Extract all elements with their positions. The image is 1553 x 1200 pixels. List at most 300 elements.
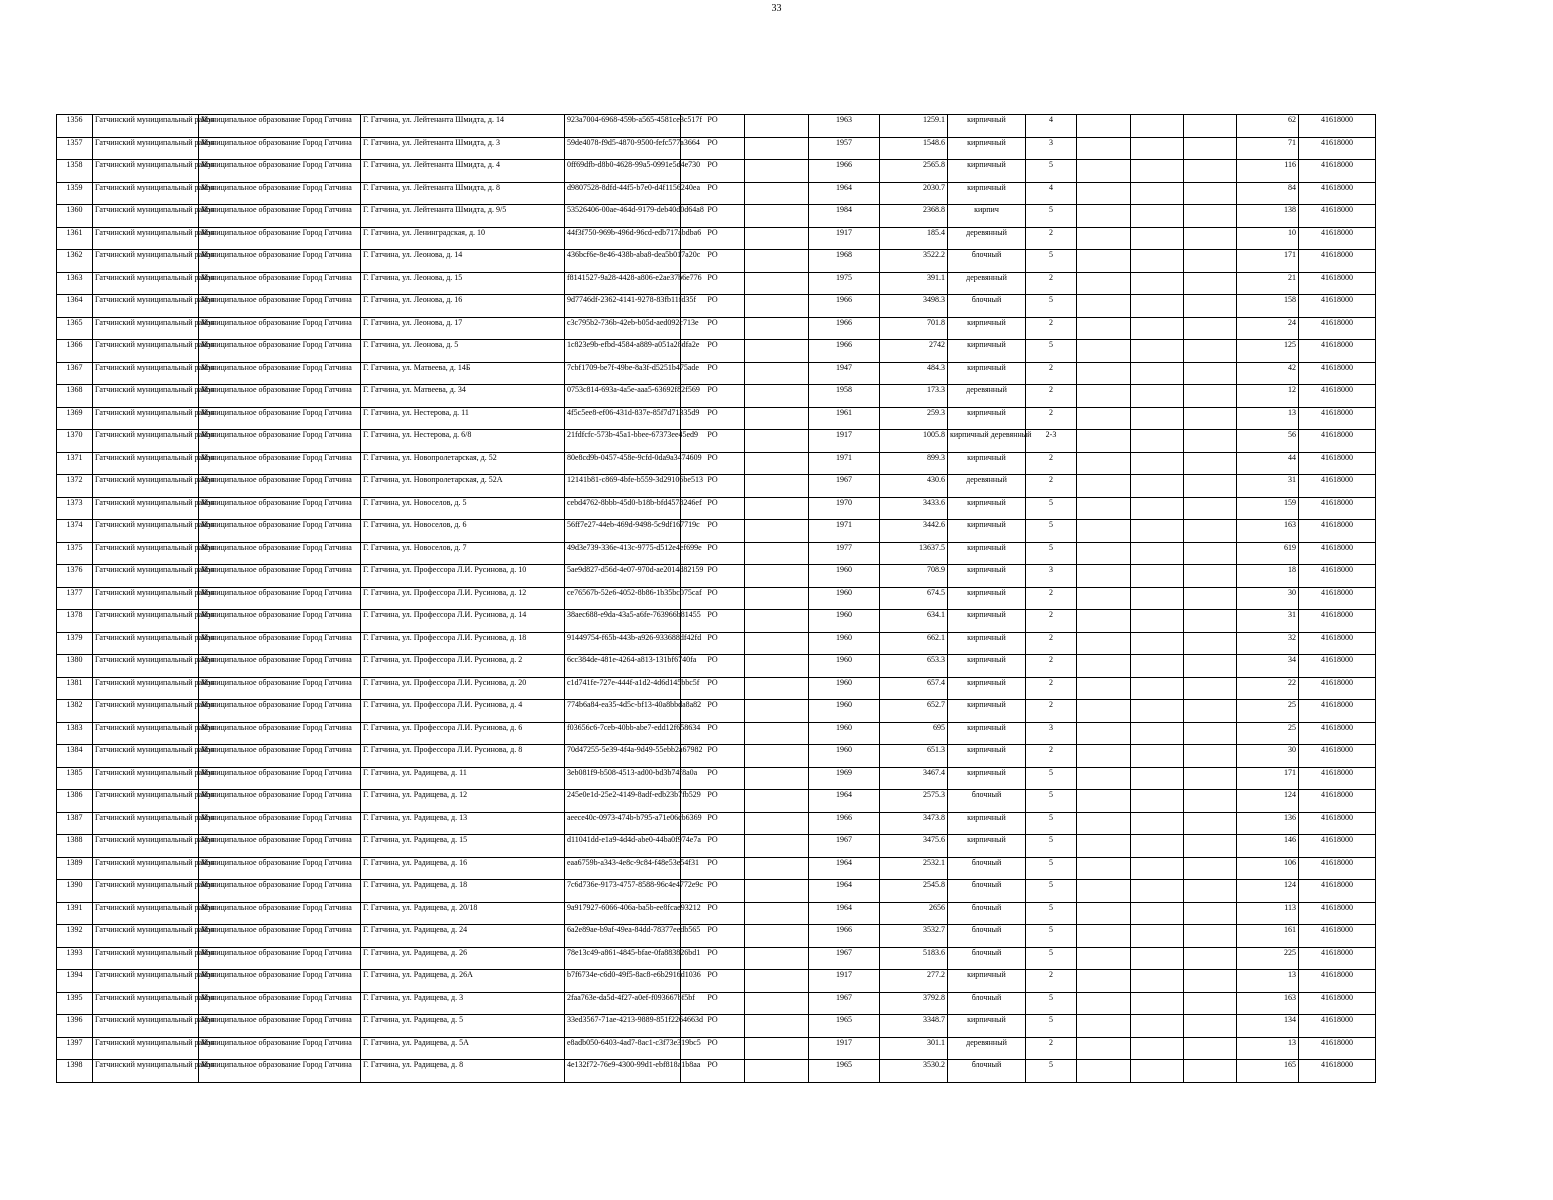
material-cell: кирпичный bbox=[948, 835, 1026, 858]
empty-cell bbox=[745, 677, 809, 700]
residents-cell: 34 bbox=[1237, 655, 1299, 678]
municipality-cell: Муниципальное образование Город Гатчина bbox=[199, 295, 361, 318]
empty-cell bbox=[1184, 700, 1237, 723]
empty-cell bbox=[745, 902, 809, 925]
year-cell: 1963 bbox=[809, 115, 880, 138]
district-cell: Гатчинский муниципальный район bbox=[93, 745, 199, 768]
area-cell: 2742 bbox=[880, 340, 948, 363]
residents-cell: 13 bbox=[1237, 407, 1299, 430]
oktmo-cell: 41618000 bbox=[1299, 587, 1376, 610]
empty-cell bbox=[1077, 880, 1131, 903]
row-number: 1385 bbox=[57, 767, 93, 790]
area-cell: 3498.3 bbox=[880, 295, 948, 318]
residents-cell: 25 bbox=[1237, 722, 1299, 745]
empty-cell bbox=[1077, 745, 1131, 768]
municipality-cell: Муниципальное образование Город Гатчина bbox=[199, 790, 361, 813]
empty-cell bbox=[745, 115, 809, 138]
floors-cell: 2 bbox=[1026, 745, 1077, 768]
floors-cell: 5 bbox=[1026, 1015, 1077, 1038]
empty-cell bbox=[1077, 182, 1131, 205]
floors-cell: 2 bbox=[1026, 587, 1077, 610]
material-cell: кирпичный bbox=[948, 362, 1026, 385]
empty-cell bbox=[745, 992, 809, 1015]
empty-cell bbox=[1077, 542, 1131, 565]
address-cell: Г. Гатчина, ул. Радищева, д. 20/18 bbox=[361, 902, 565, 925]
residents-cell: 31 bbox=[1237, 610, 1299, 633]
area-cell: 2545.8 bbox=[880, 880, 948, 903]
empty-cell bbox=[1184, 385, 1237, 408]
municipality-cell: Муниципальное образование Город Гатчина bbox=[199, 430, 361, 453]
empty-cell bbox=[1131, 565, 1184, 588]
table-row bbox=[57, 205, 1376, 228]
empty-cell bbox=[1184, 632, 1237, 655]
table-row bbox=[57, 497, 1376, 520]
type-cell: РО bbox=[681, 677, 745, 700]
empty-cell bbox=[1131, 475, 1184, 498]
guid-cell: 7cbf1709-be7f-49be-8a3f-d5251b475ade bbox=[565, 362, 681, 385]
residents-cell: 134 bbox=[1237, 1015, 1299, 1038]
empty-cell bbox=[1131, 295, 1184, 318]
district-cell: Гатчинский муниципальный район bbox=[93, 520, 199, 543]
row-number: 1389 bbox=[57, 857, 93, 880]
type-cell: РО bbox=[681, 857, 745, 880]
year-cell: 1966 bbox=[809, 295, 880, 318]
area-cell: 653.3 bbox=[880, 655, 948, 678]
guid-cell: 59de4078-f9d5-4870-9500-fefc577a3664 bbox=[565, 137, 681, 160]
residents-cell: 116 bbox=[1237, 160, 1299, 183]
table-row bbox=[57, 722, 1376, 745]
table-row bbox=[57, 565, 1376, 588]
table-row bbox=[57, 272, 1376, 295]
table-row bbox=[57, 790, 1376, 813]
floors-cell: 2 bbox=[1026, 632, 1077, 655]
empty-cell bbox=[1184, 970, 1237, 993]
empty-cell bbox=[1131, 722, 1184, 745]
address-cell: Г. Гатчина, ул. Профессора Л.И. Русинова, д. 20 bbox=[361, 677, 565, 700]
empty-cell bbox=[1077, 475, 1131, 498]
row-number: 1398 bbox=[57, 1060, 93, 1083]
district-cell: Гатчинский муниципальный район bbox=[93, 1037, 199, 1060]
empty-cell bbox=[745, 835, 809, 858]
empty-cell bbox=[1131, 880, 1184, 903]
material-cell: блочный bbox=[948, 1060, 1026, 1083]
district-cell: Гатчинский муниципальный район bbox=[93, 632, 199, 655]
district-cell: Гатчинский муниципальный район bbox=[93, 317, 199, 340]
empty-cell bbox=[745, 250, 809, 273]
residents-cell: 163 bbox=[1237, 992, 1299, 1015]
floors-cell: 5 bbox=[1026, 542, 1077, 565]
material-cell: кирпичный bbox=[948, 812, 1026, 835]
empty-cell bbox=[745, 1060, 809, 1083]
municipality-cell: Муниципальное образование Город Гатчина bbox=[199, 250, 361, 273]
empty-cell bbox=[1077, 722, 1131, 745]
empty-cell bbox=[1131, 925, 1184, 948]
material-cell: кирпичный bbox=[948, 655, 1026, 678]
empty-cell bbox=[1077, 632, 1131, 655]
row-number: 1378 bbox=[57, 610, 93, 633]
residents-cell: 42 bbox=[1237, 362, 1299, 385]
district-cell: Гатчинский муниципальный район bbox=[93, 452, 199, 475]
type-cell: РО bbox=[681, 632, 745, 655]
row-number: 1370 bbox=[57, 430, 93, 453]
area-cell: 484.3 bbox=[880, 362, 948, 385]
empty-cell bbox=[1077, 992, 1131, 1015]
district-cell: Гатчинский муниципальный район bbox=[93, 790, 199, 813]
oktmo-cell: 41618000 bbox=[1299, 1015, 1376, 1038]
type-cell: РО bbox=[681, 497, 745, 520]
area-cell: 899.3 bbox=[880, 452, 948, 475]
row-number: 1390 bbox=[57, 880, 93, 903]
district-cell: Гатчинский муниципальный район bbox=[93, 1060, 199, 1083]
address-cell: Г. Гатчина, ул. Профессора Л.И. Русинова, д. 6 bbox=[361, 722, 565, 745]
material-cell: блочный bbox=[948, 992, 1026, 1015]
table-row bbox=[57, 362, 1376, 385]
area-cell: 2030.7 bbox=[880, 182, 948, 205]
municipality-cell: Муниципальное образование Город Гатчина bbox=[199, 227, 361, 250]
area-cell: 1548.6 bbox=[880, 137, 948, 160]
row-number: 1360 bbox=[57, 205, 93, 228]
address-cell: Г. Гатчина, ул. Радищева, д. 16 bbox=[361, 857, 565, 880]
year-cell: 1961 bbox=[809, 407, 880, 430]
empty-cell bbox=[1184, 542, 1237, 565]
guid-cell: c1d741fe-727e-444f-a1d2-4d6d145bbc5f bbox=[565, 677, 681, 700]
guid-cell: 9a917927-6066-406a-ba5b-ee8fcae93212 bbox=[565, 902, 681, 925]
empty-cell bbox=[1184, 722, 1237, 745]
district-cell: Гатчинский муниципальный район bbox=[93, 160, 199, 183]
empty-cell bbox=[745, 970, 809, 993]
area-cell: 13637.5 bbox=[880, 542, 948, 565]
empty-cell bbox=[1077, 925, 1131, 948]
address-cell: Г. Гатчина, ул. Лейтенанта Шмидта, д. 14 bbox=[361, 115, 565, 138]
floors-cell: 5 bbox=[1026, 857, 1077, 880]
floors-cell: 2 bbox=[1026, 475, 1077, 498]
empty-cell bbox=[1131, 767, 1184, 790]
residents-cell: 71 bbox=[1237, 137, 1299, 160]
empty-cell bbox=[1077, 317, 1131, 340]
empty-cell bbox=[1184, 947, 1237, 970]
empty-cell bbox=[745, 587, 809, 610]
row-number: 1364 bbox=[57, 295, 93, 318]
empty-cell bbox=[1077, 587, 1131, 610]
residents-cell: 44 bbox=[1237, 452, 1299, 475]
empty-cell bbox=[1077, 272, 1131, 295]
oktmo-cell: 41618000 bbox=[1299, 970, 1376, 993]
guid-cell: 21fdfcfc-573b-45a1-bbee-67373ee45ed9 bbox=[565, 430, 681, 453]
oktmo-cell: 41618000 bbox=[1299, 407, 1376, 430]
material-cell: деревянный bbox=[948, 227, 1026, 250]
empty-cell bbox=[1184, 812, 1237, 835]
year-cell: 1968 bbox=[809, 250, 880, 273]
residents-cell: 171 bbox=[1237, 767, 1299, 790]
type-cell: РО bbox=[681, 745, 745, 768]
year-cell: 1960 bbox=[809, 700, 880, 723]
area-cell: 2565.8 bbox=[880, 160, 948, 183]
residents-cell: 30 bbox=[1237, 587, 1299, 610]
oktmo-cell: 41618000 bbox=[1299, 1037, 1376, 1060]
year-cell: 1967 bbox=[809, 835, 880, 858]
row-number: 1391 bbox=[57, 902, 93, 925]
district-cell: Гатчинский муниципальный район bbox=[93, 992, 199, 1015]
type-cell: РО bbox=[681, 587, 745, 610]
area-cell: 173.3 bbox=[880, 385, 948, 408]
area-cell: 634.1 bbox=[880, 610, 948, 633]
municipality-cell: Муниципальное образование Город Гатчина bbox=[199, 317, 361, 340]
empty-cell bbox=[1184, 1037, 1237, 1060]
material-cell: кирпичный bbox=[948, 700, 1026, 723]
address-cell: Г. Гатчина, ул. Радищева, д. 13 bbox=[361, 812, 565, 835]
guid-cell: f03656c6-7ceb-40bb-abe7-edd12f658634 bbox=[565, 722, 681, 745]
area-cell: 651.3 bbox=[880, 745, 948, 768]
guid-cell: 91449754-f65b-443b-a926-933688df42fd bbox=[565, 632, 681, 655]
area-cell: 301.1 bbox=[880, 1037, 948, 1060]
empty-cell bbox=[1131, 857, 1184, 880]
district-cell: Гатчинский муниципальный район bbox=[93, 250, 199, 273]
table-row bbox=[57, 880, 1376, 903]
municipality-cell: Муниципальное образование Город Гатчина bbox=[199, 340, 361, 363]
residents-cell: 13 bbox=[1237, 970, 1299, 993]
row-number: 1371 bbox=[57, 452, 93, 475]
residents-cell: 165 bbox=[1237, 1060, 1299, 1083]
type-cell: РО bbox=[681, 700, 745, 723]
row-number: 1374 bbox=[57, 520, 93, 543]
oktmo-cell: 41618000 bbox=[1299, 632, 1376, 655]
year-cell: 1958 bbox=[809, 385, 880, 408]
floors-cell: 5 bbox=[1026, 925, 1077, 948]
empty-cell bbox=[745, 632, 809, 655]
empty-cell bbox=[1131, 385, 1184, 408]
empty-cell bbox=[745, 655, 809, 678]
empty-cell bbox=[1077, 1015, 1131, 1038]
year-cell: 1960 bbox=[809, 655, 880, 678]
guid-cell: 2faa763e-da5d-4f27-a0ef-f093667bf5bf bbox=[565, 992, 681, 1015]
municipality-cell: Муниципальное образование Город Гатчина bbox=[199, 407, 361, 430]
year-cell: 1964 bbox=[809, 182, 880, 205]
type-cell: РО bbox=[681, 992, 745, 1015]
empty-cell bbox=[1184, 182, 1237, 205]
material-cell: блочный bbox=[948, 857, 1026, 880]
empty-cell bbox=[1184, 160, 1237, 183]
floors-cell: 5 bbox=[1026, 767, 1077, 790]
floors-cell: 5 bbox=[1026, 340, 1077, 363]
empty-cell bbox=[1184, 250, 1237, 273]
row-number: 1368 bbox=[57, 385, 93, 408]
address-cell: Г. Гатчина, ул. Новоселов, д. 6 bbox=[361, 520, 565, 543]
table-row bbox=[57, 587, 1376, 610]
municipality-cell: Муниципальное образование Город Гатчина bbox=[199, 655, 361, 678]
type-cell: РО bbox=[681, 1060, 745, 1083]
district-cell: Гатчинский муниципальный район bbox=[93, 880, 199, 903]
type-cell: РО bbox=[681, 475, 745, 498]
guid-cell: 9d7746df-2362-4141-9278-83fb11fd35f bbox=[565, 295, 681, 318]
year-cell: 1967 bbox=[809, 475, 880, 498]
type-cell: РО bbox=[681, 520, 745, 543]
row-number: 1362 bbox=[57, 250, 93, 273]
district-cell: Гатчинский муниципальный район bbox=[93, 295, 199, 318]
material-cell: блочный bbox=[948, 880, 1026, 903]
oktmo-cell: 41618000 bbox=[1299, 857, 1376, 880]
residents-cell: 171 bbox=[1237, 250, 1299, 273]
residents-cell: 30 bbox=[1237, 745, 1299, 768]
district-cell: Гатчинский муниципальный район bbox=[93, 1015, 199, 1038]
type-cell: РО bbox=[681, 407, 745, 430]
district-cell: Гатчинский муниципальный район bbox=[93, 947, 199, 970]
table-row bbox=[57, 970, 1376, 993]
floors-cell: 5 bbox=[1026, 880, 1077, 903]
oktmo-cell: 41618000 bbox=[1299, 1060, 1376, 1083]
empty-cell bbox=[745, 317, 809, 340]
empty-cell bbox=[1184, 205, 1237, 228]
floors-cell: 5 bbox=[1026, 205, 1077, 228]
material-cell: кирпичный bbox=[948, 677, 1026, 700]
empty-cell bbox=[745, 1037, 809, 1060]
address-cell: Г. Гатчина, ул. Матвеева, д. 14Б bbox=[361, 362, 565, 385]
district-cell: Гатчинский муниципальный район bbox=[93, 677, 199, 700]
municipality-cell: Муниципальное образование Город Гатчина bbox=[199, 272, 361, 295]
type-cell: РО bbox=[681, 227, 745, 250]
empty-cell bbox=[1131, 655, 1184, 678]
address-cell: Г. Гатчина, ул. Леонова, д. 5 bbox=[361, 340, 565, 363]
district-cell: Гатчинский муниципальный район bbox=[93, 857, 199, 880]
empty-cell bbox=[1131, 227, 1184, 250]
empty-cell bbox=[1077, 700, 1131, 723]
empty-cell bbox=[1131, 835, 1184, 858]
district-cell: Гатчинский муниципальный район bbox=[93, 115, 199, 138]
address-cell: Г. Гатчина, ул. Матвеева, д. 34 bbox=[361, 385, 565, 408]
floors-cell: 2 bbox=[1026, 227, 1077, 250]
empty-cell bbox=[1184, 565, 1237, 588]
year-cell: 1966 bbox=[809, 925, 880, 948]
guid-cell: 923a7004-6968-459b-a565-4581ce3c517f bbox=[565, 115, 681, 138]
empty-cell bbox=[1131, 182, 1184, 205]
material-cell: блочный bbox=[948, 295, 1026, 318]
oktmo-cell: 41618000 bbox=[1299, 700, 1376, 723]
oktmo-cell: 41618000 bbox=[1299, 475, 1376, 498]
material-cell: кирпичный bbox=[948, 137, 1026, 160]
oktmo-cell: 41618000 bbox=[1299, 520, 1376, 543]
year-cell: 1917 bbox=[809, 1037, 880, 1060]
row-number: 1393 bbox=[57, 947, 93, 970]
oktmo-cell: 41618000 bbox=[1299, 227, 1376, 250]
table-row bbox=[57, 137, 1376, 160]
year-cell: 1965 bbox=[809, 1060, 880, 1083]
district-cell: Гатчинский муниципальный район bbox=[93, 430, 199, 453]
empty-cell bbox=[745, 790, 809, 813]
municipality-cell: Муниципальное образование Город Гатчина bbox=[199, 767, 361, 790]
district-cell: Гатчинский муниципальный район bbox=[93, 227, 199, 250]
floors-cell: 5 bbox=[1026, 1060, 1077, 1083]
floors-cell: 5 bbox=[1026, 902, 1077, 925]
year-cell: 1969 bbox=[809, 767, 880, 790]
material-cell: деревянный bbox=[948, 475, 1026, 498]
empty-cell bbox=[1131, 1015, 1184, 1038]
floors-cell: 5 bbox=[1026, 497, 1077, 520]
type-cell: РО bbox=[681, 205, 745, 228]
oktmo-cell: 41618000 bbox=[1299, 452, 1376, 475]
material-cell: кирпичный bbox=[948, 1015, 1026, 1038]
table-row bbox=[57, 835, 1376, 858]
oktmo-cell: 41618000 bbox=[1299, 565, 1376, 588]
district-cell: Гатчинский муниципальный район bbox=[93, 385, 199, 408]
floors-cell: 2 bbox=[1026, 700, 1077, 723]
empty-cell bbox=[1077, 520, 1131, 543]
floors-cell: 2 bbox=[1026, 1037, 1077, 1060]
empty-cell bbox=[745, 565, 809, 588]
table-row bbox=[57, 115, 1376, 138]
floors-cell: 2 bbox=[1026, 272, 1077, 295]
type-cell: РО bbox=[681, 430, 745, 453]
area-cell: 695 bbox=[880, 722, 948, 745]
residents-cell: 31 bbox=[1237, 475, 1299, 498]
residents-cell: 124 bbox=[1237, 790, 1299, 813]
empty-cell bbox=[745, 520, 809, 543]
empty-cell bbox=[745, 812, 809, 835]
year-cell: 1960 bbox=[809, 565, 880, 588]
table-row bbox=[57, 1060, 1376, 1083]
address-cell: Г. Гатчина, ул. Радищева, д. 12 bbox=[361, 790, 565, 813]
guid-cell: d11041dd-e1a9-4d4d-abe0-44ba0f974e7a bbox=[565, 835, 681, 858]
table-row bbox=[57, 767, 1376, 790]
floors-cell: 5 bbox=[1026, 992, 1077, 1015]
area-cell: 3473.8 bbox=[880, 812, 948, 835]
table-row bbox=[57, 902, 1376, 925]
row-number: 1379 bbox=[57, 632, 93, 655]
municipality-cell: Муниципальное образование Город Гатчина bbox=[199, 902, 361, 925]
type-cell: РО bbox=[681, 115, 745, 138]
area-cell: 3433.6 bbox=[880, 497, 948, 520]
floors-cell: 5 bbox=[1026, 835, 1077, 858]
empty-cell bbox=[1131, 250, 1184, 273]
empty-cell bbox=[1184, 407, 1237, 430]
oktmo-cell: 41618000 bbox=[1299, 767, 1376, 790]
empty-cell bbox=[1077, 835, 1131, 858]
empty-cell bbox=[745, 340, 809, 363]
district-cell: Гатчинский муниципальный район bbox=[93, 970, 199, 993]
municipality-cell: Муниципальное образование Город Гатчина bbox=[199, 362, 361, 385]
oktmo-cell: 41618000 bbox=[1299, 205, 1376, 228]
floors-cell: 2 bbox=[1026, 677, 1077, 700]
oktmo-cell: 41618000 bbox=[1299, 362, 1376, 385]
district-cell: Гатчинский муниципальный район bbox=[93, 700, 199, 723]
municipality-cell: Муниципальное образование Город Гатчина bbox=[199, 925, 361, 948]
material-cell: кирпичный bbox=[948, 722, 1026, 745]
table-row bbox=[57, 452, 1376, 475]
type-cell: РО bbox=[681, 137, 745, 160]
empty-cell bbox=[1131, 587, 1184, 610]
empty-cell bbox=[1131, 340, 1184, 363]
district-cell: Гатчинский муниципальный район bbox=[93, 542, 199, 565]
table-row bbox=[57, 1015, 1376, 1038]
area-cell: 1005.8 bbox=[880, 430, 948, 453]
guid-cell: 0753c814-693a-4a5e-aaa5-63692f82f569 bbox=[565, 385, 681, 408]
municipality-cell: Муниципальное образование Город Гатчина bbox=[199, 970, 361, 993]
empty-cell bbox=[1131, 430, 1184, 453]
type-cell: РО bbox=[681, 610, 745, 633]
district-cell: Гатчинский муниципальный район bbox=[93, 205, 199, 228]
material-cell: кирпичный bbox=[948, 632, 1026, 655]
residents-cell: 146 bbox=[1237, 835, 1299, 858]
table-row bbox=[57, 182, 1376, 205]
type-cell: РО bbox=[681, 272, 745, 295]
address-cell: Г. Гатчина, ул. Лейтенанта Шмидта, д. 9/5 bbox=[361, 205, 565, 228]
table-row bbox=[57, 1037, 1376, 1060]
oktmo-cell: 41618000 bbox=[1299, 947, 1376, 970]
municipality-cell: Муниципальное образование Город Гатчина bbox=[199, 992, 361, 1015]
empty-cell bbox=[1077, 115, 1131, 138]
empty-cell bbox=[1077, 205, 1131, 228]
material-cell: кирпичный bbox=[948, 520, 1026, 543]
table-row bbox=[57, 632, 1376, 655]
empty-cell bbox=[745, 205, 809, 228]
